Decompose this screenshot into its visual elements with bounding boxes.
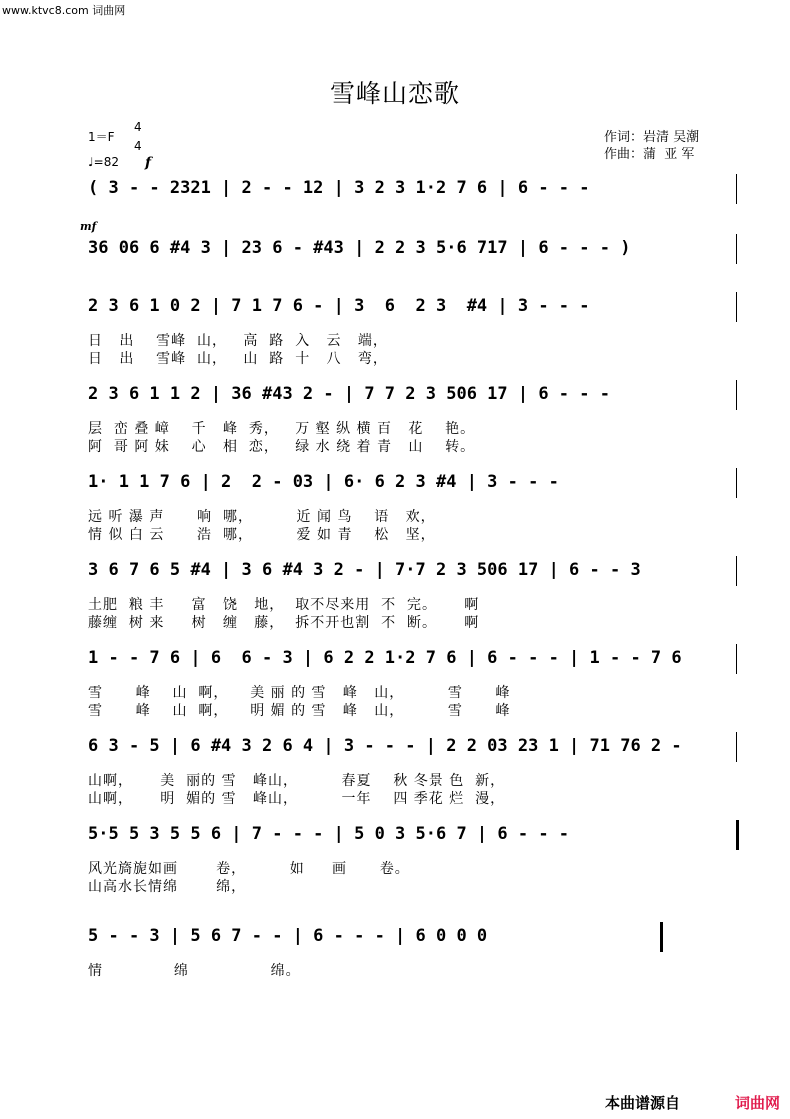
- notation-row-7: 1 - - 7 6 | 6 6 - 3 | 6 2 2 1·2 7 6 | 6 - - - | 1 - - 7 6: [88, 648, 682, 668]
- barline: [736, 292, 737, 322]
- barline: [736, 468, 737, 498]
- key-signature: 1＝F: [88, 130, 115, 144]
- dynamic-mezzo-forte: mf: [80, 220, 97, 233]
- time-signature-top: 4: [134, 120, 142, 134]
- lyric-verse-1: 风光旖旎如画 卷， 如 画 卷。: [88, 861, 410, 877]
- lyric-verse-1: 日 出 雪峰 山， 高 路 入 云 端，: [88, 333, 388, 349]
- site-watermark: www.ktvc8.com 词曲网: [2, 4, 126, 17]
- notation-row-10: 5 - - 3 | 5 6 7 - - | 6 - - - | 6 0 0 0: [88, 926, 488, 946]
- footer-brand-logo: 词曲网: [734, 1094, 780, 1112]
- lyric-verse-2: 雪 峰 山 啊， 明 媚 的 雪 峰 山， 雪 峰: [88, 703, 511, 719]
- lyric-verse-1: 情 绵 绵。: [88, 963, 301, 979]
- song-title: 雪峰山恋歌: [329, 79, 460, 108]
- barline: [660, 922, 663, 952]
- notation-row-9: 5·5 5 3 5 5 6 | 7 - - - | 5 0 3 5·6 7 | 6 - - -: [88, 824, 570, 844]
- dynamic-forte: f: [145, 155, 152, 171]
- lyric-verse-2: 情 似 白 云 浩 哪， 爱 如 青 松 坚，: [88, 527, 436, 543]
- tempo-mark: ♩=82: [88, 155, 119, 169]
- lyric-verse-1: 土肥 粮 丰 富 饶 地， 取不尽来用 不 完。 啊: [88, 597, 480, 613]
- barline: [736, 644, 737, 674]
- notation-row-2: 36 06 6 #4 3 | 23 6 - #43 | 2 2 3 5·6 717 | 6 - - - ): [88, 238, 631, 258]
- barline: [736, 820, 739, 850]
- barline: [736, 380, 737, 410]
- lyric-verse-2: 阿 哥 阿 妹 心 相 恋， 绿 水 绕 着 青 山 转。: [88, 439, 476, 455]
- lyric-verse-2: 山高水长情绵 绵，: [88, 879, 247, 895]
- notation-row-6: 3 6 7 6 5 #4 | 3 6 #4 3 2 - | 7·7 2 3 506 17 | 6 - - 3: [88, 560, 641, 580]
- barline: [736, 732, 737, 762]
- lyric-verse-1: 层 峦 叠 嶂 千 峰 秀， 万 壑 纵 横 百 花 艳。: [88, 421, 476, 437]
- lyric-verse-2: 藤缠 树 来 树 缠 藤， 拆不开也割 不 断。 啊: [88, 615, 480, 631]
- notation-row-4: 2 3 6 1 1 2 | 36 #43 2 - | 7 7 2 3 506 17 | 6 - - -: [88, 384, 610, 404]
- lyric-verse-2: 日 出 雪峰 山， 山 路 十 八 弯，: [88, 351, 388, 367]
- barline: [736, 556, 737, 586]
- footer-text: 本曲谱源自: [604, 1094, 680, 1112]
- notation-row-1: ( 3 - - 2321 | 2 - - 12 | 3 2 3 1·2 7 6 | 6 - - -: [88, 178, 590, 198]
- lyric-verse-1: 山啊， 美 丽的 雪 峰山， 春夏 秋 冬景 色 新，: [88, 773, 506, 789]
- notation-row-3: 2 3 6 1 0 2 | 7 1 7 6 - | 3 6 2 3 #4 | 3 - - -: [88, 296, 590, 316]
- barline: [736, 174, 737, 204]
- footer-source: [595, 1074, 780, 1113]
- time-signature-bottom: 4: [134, 139, 142, 153]
- lyric-verse-2: 山啊， 明 媚的 雪 峰山， 一年 四 季花 烂 漫，: [88, 791, 506, 807]
- composer-credit: 作曲：蒲 亚 军: [604, 147, 695, 162]
- lyric-verse-1: 雪 峰 山 啊， 美 丽 的 雪 峰 山， 雪 峰: [88, 685, 511, 701]
- notation-row-5: 1· 1 1 7 6 | 2 2 - 03 | 6· 6 2 3 #4 | 3 - - -: [88, 472, 559, 492]
- barline: [736, 234, 737, 264]
- lyricist-credit: 作词：岩清 吴潮: [604, 130, 700, 145]
- lyric-verse-1: 远 听 瀑 声 响 哪， 近 闻 鸟 语 欢，: [88, 509, 436, 525]
- notation-row-8: 6 3 - 5 | 6 #4 3 2 6 4 | 3 - - - | 2 2 03 23 1 | 71 76 2 -: [88, 736, 682, 756]
